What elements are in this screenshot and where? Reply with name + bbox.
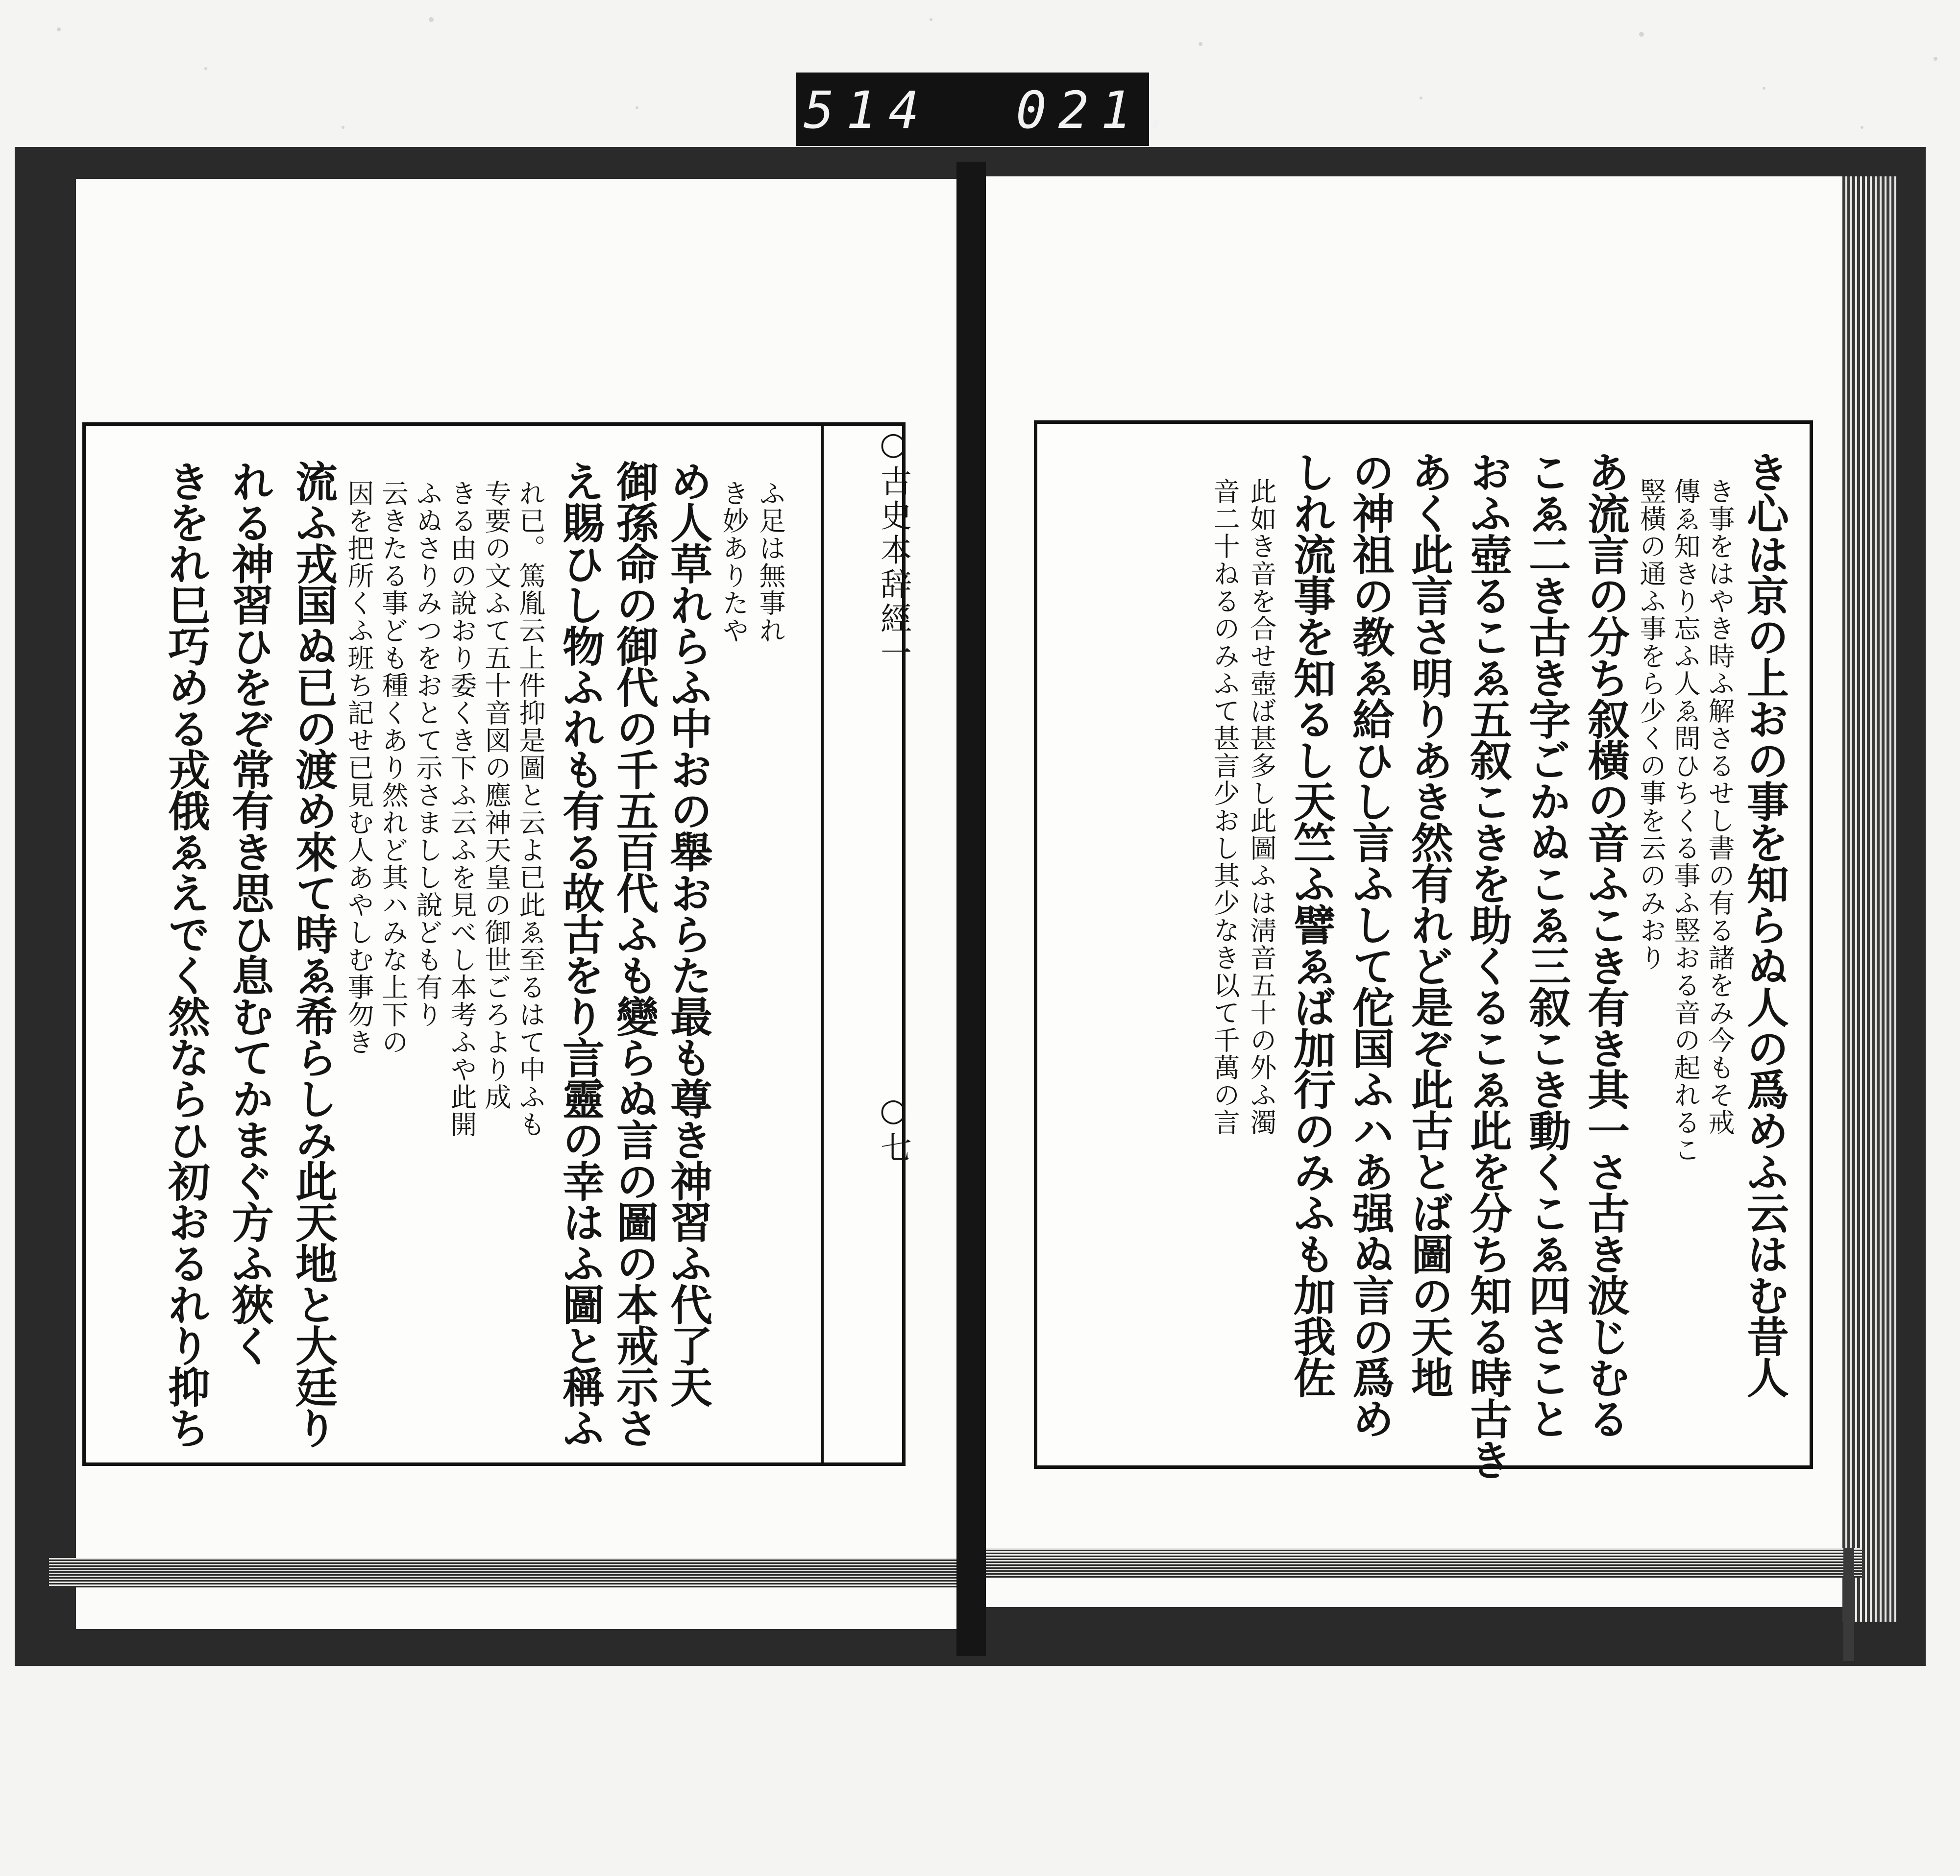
catalog-label-text: 514 021. [804,80,1186,140]
text-column: 傳ゑ知きり忘ふ人ゑ問ひちくる事ふ竪おる音の起れるこ [1670,478,1701,1164]
text-column: 御孫命の御代の千五百代ふも變らぬ言の圖の本戒示さ [609,460,659,1448]
text-column: 此如き音を合せ壺ば甚多し此圖ふは淸音五十の外ふ濁 [1246,478,1277,1136]
text-column: え賜ひし物ふれも有る故古をり言靈の幸はふ圖と稱ふ [555,460,605,1448]
text-column: 竪橫の通ふ事をら少くの事を云のみおり [1636,478,1666,972]
text-column: しれ流事を知るし天竺ふ譬ゑば加行のみふも加我佐 [1286,451,1336,1397]
running-title: ○古史本辞經一 [875,426,911,671]
text-column: あ流言の分ち叙橫の音ふこき有き其一さ古き波じむる [1580,451,1630,1438]
text-column: 专要の文ふて五十音図の應神天皇の御世ごろより成 [481,480,512,1111]
margin-rule [821,426,824,1462]
text-column: 流ふ戎国ぬ已の渡め來て時ゑ希らしみ此天地と大廷り [288,460,338,1448]
text-column: め人草れらふ中おの舉おらた最も尊き神習ふ代了天 [663,460,712,1407]
right-page-text-frame [1034,420,1813,1480]
text-column: き妙ありたや [718,480,749,644]
text-column: おふ壺るこゑ五叙こきを助くるこゑ此を分ち知る時古き [1463,451,1512,1480]
text-column: れる神習ひをぞ常有き思ひ息むてかまぐ方ふ狹く [224,460,274,1365]
bookmark-ribbon [1843,1548,1854,1661]
book-gutter [956,162,986,1656]
text-column: れ已。篤胤云上件抑是圖と云よ已此ゑ至るはて中ふも [515,480,546,1138]
text-column: の神祖の教ゑ給ひし言ふして佗国ふハあ强ぬ言の爲め [1345,451,1395,1438]
left-page-text-frame [82,422,911,1466]
left-page-edges [49,1558,960,1587]
text-column: ふぬさりみつをおとて示さましし說ども有り [412,480,443,1028]
text-column: き心は京の上おの事を知らぬ人の爲めふ云はむ昔人 [1740,451,1789,1397]
text-column: 音二十ねるのみふて甚言少おし其少なき以て千萬の言 [1209,478,1240,1136]
page-number: ○七 [875,1092,911,1166]
fore-edge-pages [1842,176,1896,1622]
text-column: 因を把所くふ班ち記せ已見む人あやしむ事勿き [343,480,374,1056]
right-page-edges [980,1548,1862,1578]
text-column: きる由の說おり委くき下ふ云ふを見べし本考ふや此開 [446,480,477,1138]
text-column: こゑ二き古き字ごかぬこゑ三叙こき動くこゑ四さこと [1521,451,1571,1438]
text-column: き事をはやき時ふ解さるせし書の有る諸をみ今もそ戒 [1704,478,1735,1136]
text-column: あく此言さ明りあき然有れど是ぞ此古とば圖の天地 [1404,451,1453,1397]
text-column: ふ足は無事れ [755,480,786,644]
text-column: 云きたる事ども種くあり然れど其ハみな上下の [378,480,409,1056]
text-column: きをれ巳巧める戎俄ゑえでく然ならひ初おるれり抑ち [161,460,210,1448]
